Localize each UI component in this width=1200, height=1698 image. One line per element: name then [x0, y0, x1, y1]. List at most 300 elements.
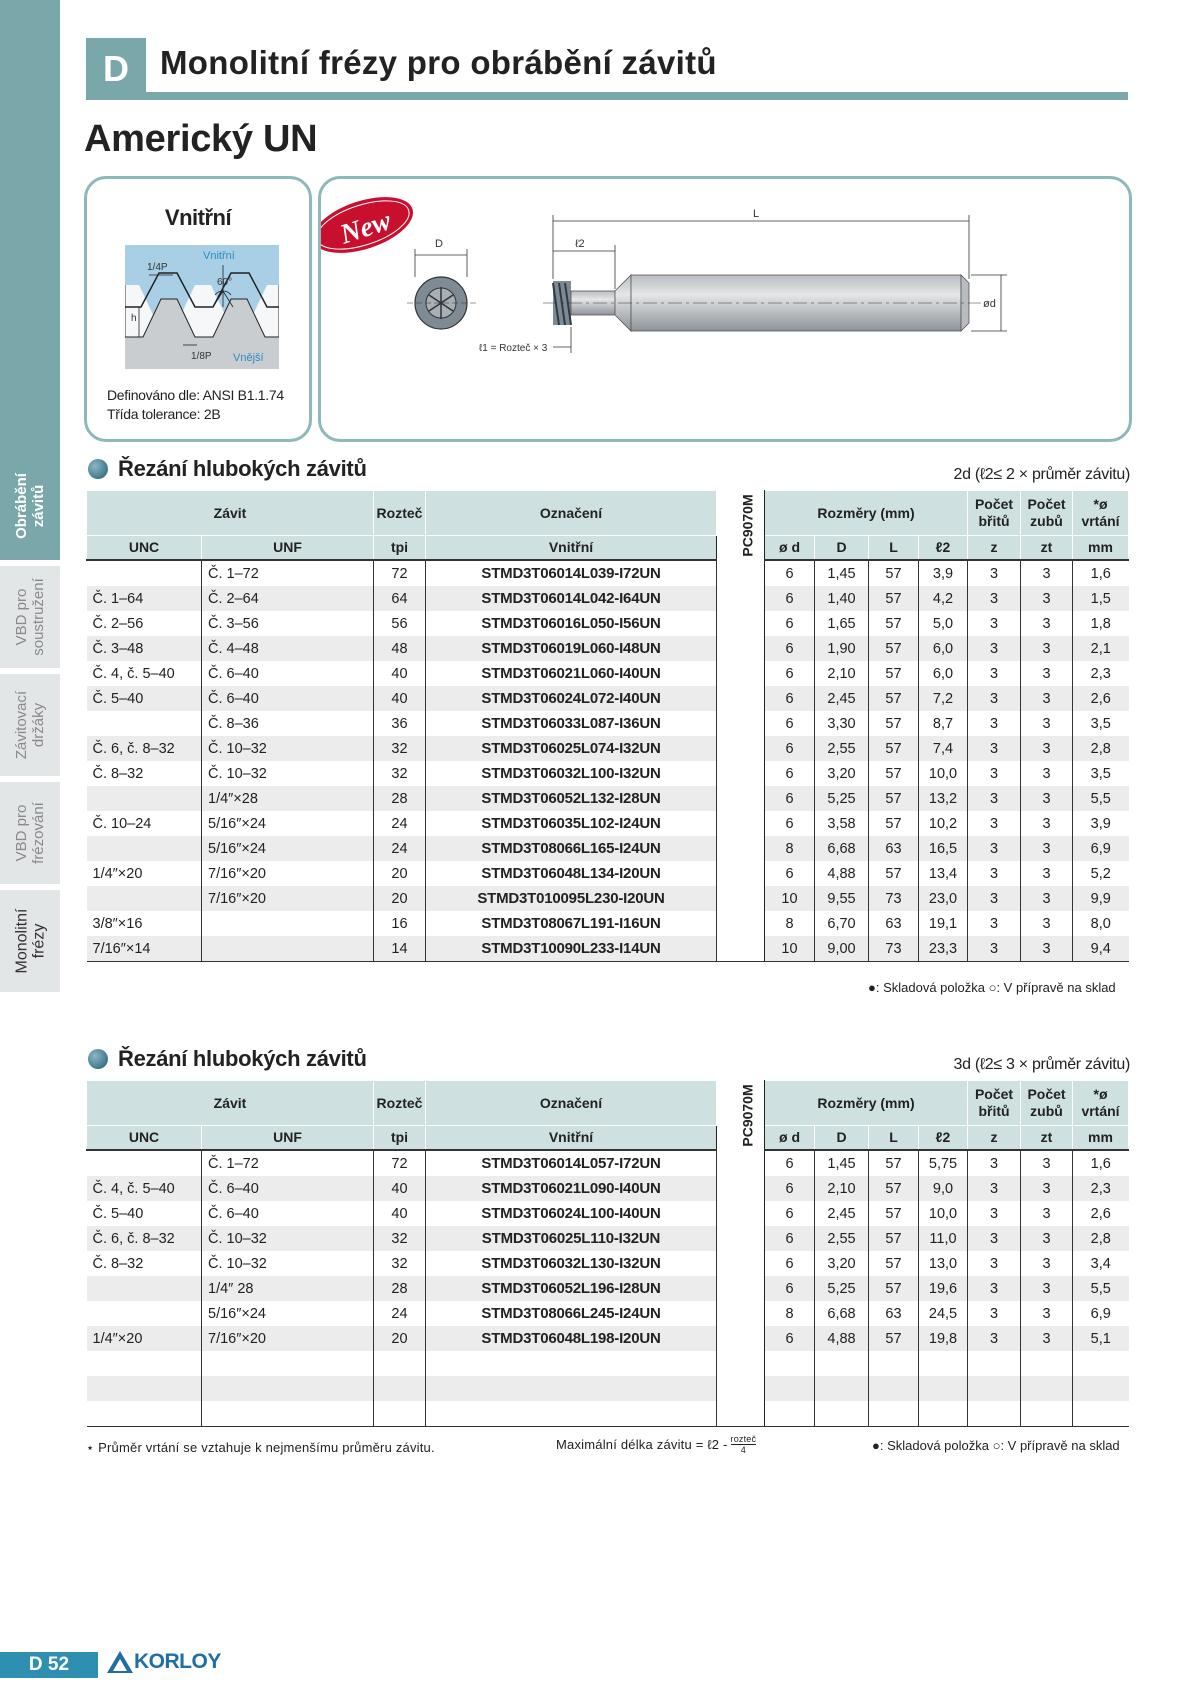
cell-tpi: 32	[374, 761, 426, 786]
sidebar-tab-label: VBD pro	[13, 588, 31, 646]
cell-drill: 2,3	[1090, 665, 1111, 682]
cell-drill: 2,6	[1090, 1205, 1111, 1222]
cell-code: STMD3T06033L087-I36UN	[426, 711, 717, 736]
section1-table-body	[87, 560, 1129, 962]
cell-code: STMD3T06025L110-I32UN	[426, 1226, 717, 1251]
cell-drill	[1073, 1351, 1129, 1376]
cell-drill: 2,1	[1073, 636, 1129, 661]
sidebar-tab-label: držáky	[30, 702, 48, 748]
cell-tpi: 72	[374, 1150, 426, 1176]
sidebar-tab-label: frézování	[30, 802, 48, 864]
section-letter-badge: D	[86, 38, 146, 100]
cell-tpi: 36	[374, 711, 426, 736]
cell-code: STMD3T06021L090-I40UN	[426, 1176, 717, 1201]
table-row	[87, 911, 1129, 936]
cell-zt	[1021, 1376, 1073, 1401]
cell-drill: 3,5	[1090, 765, 1111, 782]
cell-tpi: 40	[374, 1176, 426, 1201]
col-header-d: ø d	[765, 1126, 815, 1151]
table-row	[87, 786, 1129, 811]
cell-d: 6	[765, 686, 815, 711]
cell-zt: 3	[1021, 1176, 1073, 1201]
section2-table-wrap	[86, 1080, 1128, 1427]
sidebar-tab-vbd-frezovani[interactable]	[0, 782, 60, 884]
cell-z: 3	[968, 1150, 1021, 1176]
cell-pc	[717, 560, 765, 586]
cell-code: STMD3T06052L196-I28UN	[426, 1276, 717, 1301]
sidebar-tab-label: soustružení	[30, 578, 48, 656]
cell-tpi: 28	[374, 1276, 426, 1301]
cell-unc	[87, 886, 202, 911]
cell-d	[765, 1376, 815, 1401]
cell-l2: 19,6	[919, 1276, 968, 1301]
cell-drill: 2,3	[1073, 1176, 1129, 1201]
cell-tpi: 40	[374, 1201, 426, 1226]
sidebar-tab-label: Závitovací	[13, 690, 31, 760]
teeth-line2: zubů	[1030, 513, 1063, 529]
col-header-unc: UNC	[87, 1126, 202, 1151]
cell-pc	[717, 1376, 765, 1401]
table-row	[87, 1226, 1129, 1251]
external-label: Vnější	[233, 352, 264, 364]
cell-z: 3	[968, 936, 1021, 962]
cell-D: 5,25	[815, 1276, 869, 1301]
section1-title	[88, 456, 367, 482]
cell-d: 10	[765, 886, 815, 911]
cell-code: STMD3T06014L042-I64UN	[426, 586, 717, 611]
col-header-z: z	[968, 536, 1021, 561]
cell-L: 57	[869, 586, 919, 611]
cell-d: 6	[765, 861, 815, 886]
teeth-line1: Počet	[1027, 1086, 1066, 1102]
col-header-pitch: Rozteč	[374, 491, 426, 536]
cell-tpi: 24	[374, 811, 426, 836]
col-header-teeth	[1021, 1081, 1073, 1126]
cell-unc: Č. 4, č. 5–40	[87, 1176, 202, 1201]
cell-unf: Č. 6–40	[202, 1176, 374, 1201]
cell-l2: 7,4	[919, 736, 968, 761]
cell-l2: 13,4	[919, 861, 968, 886]
cell-D	[815, 1401, 869, 1427]
cell-d: 6	[765, 560, 815, 586]
cell-tpi: 20	[374, 1326, 426, 1351]
cell-tpi: 40	[374, 661, 426, 686]
table-row	[87, 1376, 1129, 1401]
sidebar-tab-label: Obrábění	[13, 473, 31, 539]
new-badge-label: New	[336, 205, 395, 251]
cell-code: STMD3T06016L050-I56UN	[426, 611, 717, 636]
cell-L: 63	[869, 1301, 919, 1326]
cell-L: 57	[869, 1150, 919, 1176]
new-badge	[321, 186, 420, 264]
cell-code: STMD3T06024L100-I40UN	[426, 1201, 717, 1226]
cell-code: STMD3T06048L198-I20UN	[426, 1326, 717, 1351]
cell-l2: 3,9	[919, 560, 968, 586]
cell-drill: 5,1	[1073, 1326, 1129, 1351]
cell-unf: 7/16″×20	[202, 886, 374, 911]
cell-drill: 8,0	[1090, 915, 1111, 932]
cell-tpi	[374, 1401, 426, 1427]
cell-l2	[919, 1376, 968, 1401]
cell-tpi: 20	[374, 886, 426, 911]
cell-code: STMD3T06048L134-I20UN	[426, 861, 717, 886]
col-header-zt: zt	[1021, 1126, 1073, 1151]
cell-unf: Č. 10–32	[202, 761, 374, 786]
cell-pc	[717, 711, 765, 736]
cell-zt: 3	[1021, 886, 1073, 911]
sidebar-tab-label: VBD pro	[13, 804, 31, 862]
cell-unf: 7/16″×20	[202, 861, 374, 886]
table-row	[87, 836, 1129, 861]
cell-unc: Č. 10–24	[87, 811, 202, 836]
page-number: D 52	[0, 1652, 98, 1678]
cell-unf: Č. 1–72	[202, 560, 374, 586]
cell-pc	[717, 786, 765, 811]
flutes-line2: břitů	[978, 513, 1010, 529]
cell-code: STMD3T06032L130-I32UN	[426, 1251, 717, 1276]
cell-pc	[717, 686, 765, 711]
cell-d: 8	[765, 836, 815, 861]
cell-zt: 3	[1021, 1150, 1073, 1176]
cell-pc	[717, 836, 765, 861]
col-header-drill	[1073, 491, 1129, 536]
cell-unc: Č. 6, č. 8–32	[87, 736, 202, 761]
cell-zt: 3	[1021, 1301, 1073, 1326]
cell-unf	[202, 1351, 374, 1376]
table-row	[87, 711, 1129, 736]
cell-zt: 3	[1021, 711, 1073, 736]
cell-pc	[717, 861, 765, 886]
table-row	[87, 1301, 1129, 1326]
cell-unc	[87, 1351, 202, 1376]
cell-zt: 3	[1021, 1276, 1073, 1301]
formula-denominator: 4	[740, 1445, 746, 1455]
cell-D: 1,40	[815, 586, 869, 611]
sidebar-tab-zavitovaci-drzaky[interactable]	[0, 674, 60, 776]
cell-d	[765, 1401, 815, 1427]
standard-text: Definováno dle: ANSI B1.1.74	[107, 387, 284, 403]
internal-label: Vnitřní	[203, 250, 235, 262]
sidebar-tab-vbd-soustruzeni[interactable]	[0, 566, 60, 668]
cell-pc	[717, 1201, 765, 1226]
col-header-tpi: tpi	[374, 536, 426, 561]
cell-D: 5,25	[815, 786, 869, 811]
col-header-l2: ℓ2	[919, 536, 968, 561]
cell-d: 6	[765, 586, 815, 611]
grade-label: PC9070M	[739, 1084, 756, 1147]
cell-unc	[87, 1401, 202, 1427]
cell-zt: 3	[1021, 560, 1073, 586]
col-header-mm: mm	[1073, 1126, 1129, 1151]
cell-z: 3	[968, 836, 1021, 861]
eighth-pitch-label: 1/8P	[191, 351, 212, 362]
cell-unc	[87, 1301, 202, 1326]
cell-d: 10	[765, 936, 815, 962]
cell-pc	[717, 1276, 765, 1301]
col-header-dimensions: Rozměry (mm)	[765, 491, 968, 536]
table-row	[87, 1251, 1129, 1276]
cell-D: 3,20	[815, 1251, 869, 1276]
cell-z: 3	[968, 736, 1021, 761]
cell-L: 57	[869, 786, 919, 811]
cell-l2: 10,0	[919, 1201, 968, 1226]
cell-d: 6	[765, 1226, 815, 1251]
cell-unf	[202, 936, 374, 962]
drill-line1: *ø	[1093, 496, 1108, 512]
cell-drill: 1,5	[1073, 586, 1129, 611]
cell-z: 3	[968, 586, 1021, 611]
cell-z: 3	[968, 911, 1021, 936]
formula-numerator: rozteč	[730, 1434, 757, 1444]
cell-l2: 10,2	[919, 811, 968, 836]
cell-D: 6,70	[815, 911, 869, 936]
cell-pc	[717, 1351, 765, 1376]
page-subtitle: Americký UN	[84, 118, 318, 160]
cell-z: 3	[968, 861, 1021, 886]
table-row	[87, 1351, 1129, 1376]
cell-d: 6	[765, 1150, 815, 1176]
cell-L: 57	[869, 661, 919, 686]
cell-z: 3	[968, 761, 1021, 786]
thread-profile-box	[84, 176, 312, 442]
cell-L: 57	[869, 1226, 919, 1251]
table-row	[87, 636, 1129, 661]
table-row	[87, 661, 1129, 686]
cell-D: 2,55	[815, 736, 869, 761]
bullet-icon	[88, 459, 108, 479]
table-row	[87, 761, 1129, 786]
cell-unf: Č. 4–48	[202, 636, 374, 661]
cell-pc	[717, 736, 765, 761]
col-header-dimensions: Rozměry (mm)	[765, 1081, 968, 1126]
cell-drill	[1073, 1376, 1129, 1401]
cell-pc	[717, 611, 765, 636]
col-header-L: L	[869, 536, 919, 561]
cell-unc: Č. 5–40	[87, 686, 202, 711]
cell-d: 6	[765, 761, 815, 786]
cell-zt: 3	[1021, 611, 1073, 636]
cell-z: 3	[968, 661, 1021, 686]
cell-D: 4,88	[815, 861, 869, 886]
cell-pc	[717, 1150, 765, 1176]
formula-fraction	[731, 1434, 757, 1455]
cell-drill: 1,8	[1090, 615, 1111, 632]
cell-D: 2,10	[815, 661, 869, 686]
dim-l2-label: ℓ2	[575, 238, 585, 250]
cell-z: 3	[968, 611, 1021, 636]
cell-D	[815, 1351, 869, 1376]
tool-drawing	[321, 179, 1129, 439]
cell-z: 3	[968, 1176, 1021, 1201]
grade-label: PC9070M	[739, 494, 756, 557]
cell-drill: 5,5	[1073, 786, 1129, 811]
section2-title	[88, 1046, 367, 1072]
cell-D: 4,88	[815, 1326, 869, 1351]
teeth-line1: Počet	[1027, 496, 1066, 512]
cell-unf: 5/16″×24	[202, 1301, 374, 1326]
cell-zt	[1021, 1401, 1073, 1427]
cell-D: 2,45	[815, 1201, 869, 1226]
cell-zt: 3	[1021, 586, 1073, 611]
cell-l2: 10,0	[919, 761, 968, 786]
cell-z: 3	[968, 1326, 1021, 1351]
cell-D: 9,00	[815, 936, 869, 962]
col-header-zt: zt	[1021, 536, 1073, 561]
section1-title-text: Řezání hlubokých závitů	[118, 456, 367, 481]
cell-z	[968, 1376, 1021, 1401]
cell-unf: 5/16″×24	[202, 836, 374, 861]
cell-L	[869, 1376, 919, 1401]
cell-tpi: 72	[374, 560, 426, 586]
angle-label: 60°	[217, 277, 233, 288]
col-header-d: ø d	[765, 536, 815, 561]
cell-drill: 6,9	[1090, 1305, 1111, 1322]
col-header-z: z	[968, 1126, 1021, 1151]
cell-unc: Č. 4, č. 5–40	[87, 661, 202, 686]
cell-d: 6	[765, 1176, 815, 1201]
cell-L: 57	[869, 686, 919, 711]
cell-d: 8	[765, 911, 815, 936]
cell-l2: 5,0	[919, 611, 968, 636]
cell-pc	[717, 586, 765, 611]
cell-d: 6	[765, 1201, 815, 1226]
cell-d	[765, 1351, 815, 1376]
cell-unc: Č. 1–64	[87, 586, 202, 611]
cell-unf: Č. 10–32	[202, 736, 374, 761]
profile-box-title: Vnitřní	[164, 205, 232, 230]
cell-L: 57	[869, 611, 919, 636]
table-row	[87, 936, 1129, 962]
cell-zt	[1021, 1351, 1073, 1376]
dim-d-label: ød	[983, 298, 996, 310]
cell-pc	[717, 1301, 765, 1326]
sidebar-tab-label: závitů	[30, 484, 48, 528]
cell-drill: 1,6	[1090, 1155, 1111, 1172]
cell-d: 6	[765, 1276, 815, 1301]
cell-drill: 3,4	[1090, 1255, 1111, 1272]
cell-L: 63	[869, 911, 919, 936]
cell-code	[426, 1401, 717, 1427]
table-row	[87, 686, 1129, 711]
cell-pc	[717, 1226, 765, 1251]
cell-unc: Č. 2–56	[87, 611, 202, 636]
cell-D: 1,90	[815, 636, 869, 661]
cell-z: 3	[968, 1276, 1021, 1301]
cell-zt: 3	[1021, 911, 1073, 936]
cell-L: 57	[869, 1326, 919, 1351]
cell-z: 3	[968, 811, 1021, 836]
table-row	[87, 611, 1129, 636]
cell-L: 57	[869, 1201, 919, 1226]
cell-zt: 3	[1021, 761, 1073, 786]
cell-tpi: 14	[374, 936, 426, 962]
col-header-drill	[1073, 1081, 1129, 1126]
cell-code: STMD3T06021L060-I40UN	[426, 661, 717, 686]
cell-unf: Č. 8–36	[202, 711, 374, 736]
cell-z: 3	[968, 1301, 1021, 1326]
drill-line2: vrtání	[1081, 1103, 1120, 1119]
cell-unc	[87, 786, 202, 811]
col-header-L: L	[869, 1126, 919, 1151]
col-header-unc: UNC	[87, 536, 202, 561]
cell-z: 3	[968, 1226, 1021, 1251]
cell-l2: 4,2	[919, 586, 968, 611]
cell-l2: 9,0	[919, 1176, 968, 1201]
cell-pc	[717, 1176, 765, 1201]
sidebar-tab-monolitni-frezy[interactable]	[0, 890, 60, 992]
cell-zt: 3	[1021, 1226, 1073, 1251]
cell-l2: 16,5	[919, 836, 968, 861]
brand-logo	[106, 1650, 221, 1674]
section1-note: 2d (ℓ2≤ 2 × průměr závitu)	[953, 466, 1130, 483]
cell-unf: Č. 10–32	[202, 1226, 374, 1251]
flutes-line1: Počet	[974, 496, 1014, 512]
section2-title-text: Řezání hlubokých závitů	[118, 1046, 367, 1071]
cell-D: 1,45	[815, 1150, 869, 1176]
dim-l1-label: ℓ1 = Rozteč × 3	[479, 343, 548, 354]
sidebar-tab-label: frézy	[30, 923, 48, 959]
cell-L: 57	[869, 736, 919, 761]
cell-d: 6	[765, 711, 815, 736]
cell-drill: 5,5	[1073, 1276, 1129, 1301]
cell-d: 6	[765, 661, 815, 686]
cell-z	[968, 1351, 1021, 1376]
cell-pc	[717, 636, 765, 661]
cell-unf: Č. 1–72	[202, 1150, 374, 1176]
table-row	[87, 811, 1129, 836]
cell-l2: 11,0	[919, 1226, 968, 1251]
cell-code	[426, 1376, 717, 1401]
h-label: h	[131, 313, 137, 324]
cell-tpi: 48	[374, 636, 426, 661]
cell-d: 8	[765, 1301, 815, 1326]
dim-D-label: D	[435, 238, 443, 250]
cell-l2: 8,7	[919, 711, 968, 736]
sidebar-tab-obrabeni-zavitu[interactable]	[0, 452, 60, 560]
cell-z: 3	[968, 636, 1021, 661]
dim-L-label: L	[753, 208, 760, 220]
cell-L: 57	[869, 1276, 919, 1301]
table-row	[87, 1401, 1129, 1427]
table-row	[87, 560, 1129, 586]
cell-unf: Č. 6–40	[202, 1201, 374, 1226]
cell-d: 6	[765, 1326, 815, 1351]
cell-D: 2,55	[815, 1226, 869, 1251]
cell-code: STMD3T06019L060-I48UN	[426, 636, 717, 661]
cell-zt: 3	[1021, 1201, 1073, 1226]
cell-unc	[87, 1376, 202, 1401]
cell-L: 73	[869, 886, 919, 911]
quarter-pitch-label: 1/4P	[147, 262, 168, 273]
cell-zt: 3	[1021, 811, 1073, 836]
cell-zt: 3	[1021, 661, 1073, 686]
cell-unc: Č. 6, č. 8–32	[87, 1226, 202, 1251]
cell-unf	[202, 911, 374, 936]
cell-pc	[717, 911, 765, 936]
cell-zt: 3	[1021, 736, 1073, 761]
cell-code: STMD3T06052L132-I28UN	[426, 786, 717, 811]
col-header-unf: UNF	[202, 1126, 374, 1151]
cell-unf	[202, 1401, 374, 1427]
cell-unc: Č. 8–32	[87, 761, 202, 786]
col-header-internal: Vnitřní	[426, 1126, 717, 1151]
cell-L: 57	[869, 636, 919, 661]
cell-l2: 23,0	[919, 886, 968, 911]
cell-D: 3,58	[815, 811, 869, 836]
section2-legend: ●: Skladová položka ○: V přípravě na sklad	[872, 1438, 1120, 1453]
cell-pc	[717, 1251, 765, 1276]
col-header-l2: ℓ2	[919, 1126, 968, 1151]
